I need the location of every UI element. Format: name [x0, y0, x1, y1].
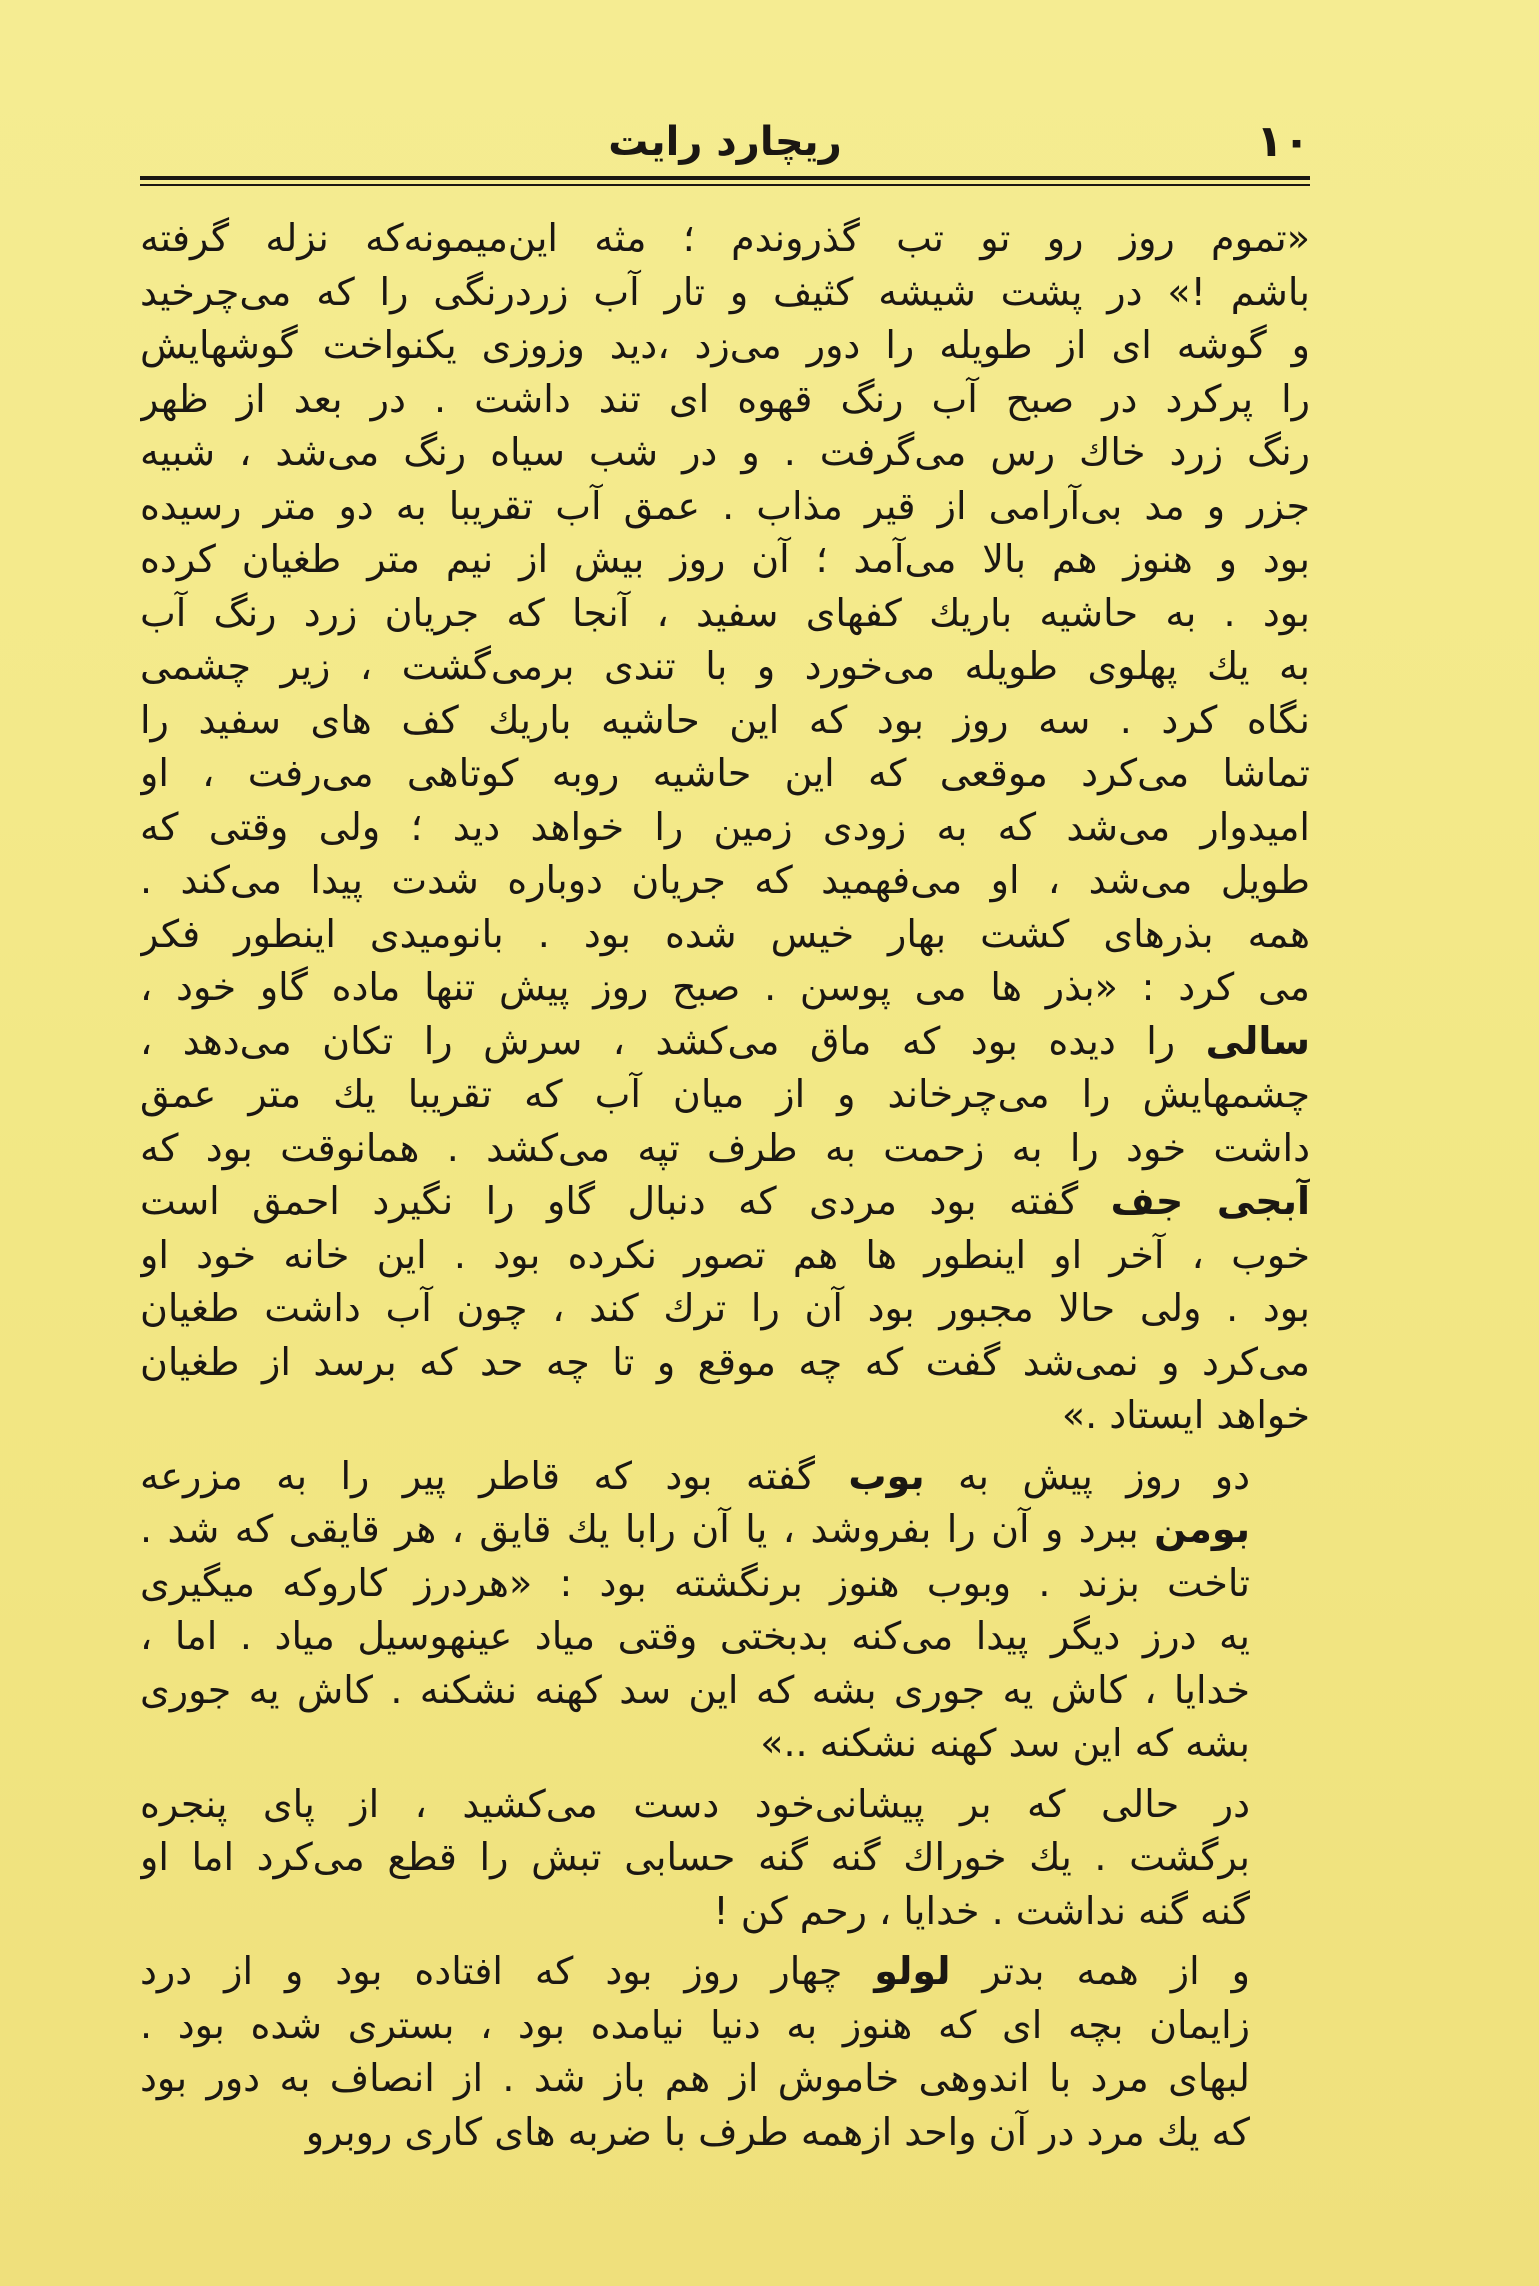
- character-name: آبجی جف: [1110, 1179, 1310, 1223]
- header-rule-thick: [140, 176, 1310, 180]
- paragraph: [140, 1778, 1310, 1939]
- text-line: گنه گنه نداشت . خدایا ، رحم کن !: [713, 1888, 1250, 1933]
- character-name: بومن: [1154, 1507, 1250, 1551]
- text-line: بود . ولی حالا مجبور بود آن را ترك کند ، چون آب داشت طغیان: [140, 1286, 1310, 1330]
- character-name: لولو: [874, 1949, 951, 1993]
- text-line: خواهد ایستاد .»: [1061, 1393, 1310, 1437]
- text-line: بود . به حاشیه باریك کفهای سفید ، آنجا که جریان زرد رنگ آب: [140, 590, 1310, 635]
- text-line: لبهای مرد با اندوهی خاموش از هم باز شد . از انصاف به دور بود: [140, 2056, 1250, 2100]
- text-line: سالی را دیده بود که ماق می‌کشد ، سرش را تکان می‌دهد ،: [140, 1018, 1310, 1063]
- paragraph: [140, 1450, 1310, 1771]
- text-line: تاخت بزند . وبوب هنوز برنگشته بود : «هردرز کاروکه میگیری: [140, 1560, 1250, 1605]
- body-text: [140, 212, 1310, 2166]
- text-line: بشه که این سد کهنه نشکنه ..»: [760, 1721, 1250, 1765]
- text-line: باشم !» در پشت شیشه کثیف و تار آب زردرنگی را که می‌چرخید: [140, 269, 1310, 314]
- text-line: به یك پهلوی طویله می‌خورد و با تندی برمی‌گشت ، زیر چشمی: [140, 644, 1310, 688]
- text-line: دو روز پیش به بوب گفته بود که قاطر پیر را به مزرعه: [140, 1453, 1250, 1498]
- text-line: برگشت . یك خوراك گنه گنه حسابی تبش را قطع می‌کرد اما او: [140, 1835, 1250, 1879]
- page-header: [140, 112, 1310, 172]
- text-line: و گوشه ای از طویله را دور می‌زد ،دید وزوزی یکنواخت گوشهایش: [140, 323, 1310, 367]
- text-line: چشمهایش را می‌چرخاند و از میان آب که تقریبا یك متر عمق: [140, 1072, 1310, 1116]
- text-line: تماشا می‌کرد موقعی که این حاشیه روبه کوتاهی می‌رفت ، او: [140, 751, 1310, 795]
- paragraph: [140, 1945, 1310, 2159]
- text-line: و از همه بدتر لولو چهار روز بود که افتاده بود و از درد: [140, 1949, 1250, 1993]
- page-number: ۱۰: [1256, 116, 1310, 167]
- text-line: می کرد : «بذر ها می پوسن . صبح روز پیش تنها ماده گاو خود ،: [140, 965, 1310, 1009]
- character-name: سالی: [1205, 1018, 1310, 1063]
- text-line: زایمان بچه ای که هنوز به دنیا نیامده بود ، بستری شده بود .: [140, 2002, 1250, 2047]
- text-line: بود و هنوز هم بالا می‌آمد ؛ آن روز بیش از نیم متر طغیان کرده: [140, 537, 1310, 581]
- text-line: می‌کرد و نمی‌شد گفت که چه موقع و تا چه حد که برسد از طغیان: [140, 1339, 1310, 1384]
- text-line: را پرکرد در صبح آب رنگ قهوه ای تند داشت . در بعد از ظهر: [140, 376, 1310, 421]
- text-line: رنگ زرد خاك رس می‌گرفت . و در شب سیاه رنگ می‌شد ، شبیه: [140, 430, 1310, 474]
- running-title: ریچارد رایت: [608, 119, 842, 165]
- text-line: بومن ببرد و آن را بفروشد ، یا آن رابا یك قایق ، هر قایقی که شد .: [140, 1507, 1250, 1551]
- character-name: بوب: [848, 1453, 925, 1498]
- text-line: نگاه کرد . سه روز بود که این حاشیه باریك کف های سفید را: [140, 697, 1310, 742]
- text-line: آبجی جف گفته بود مردی که دنبال گاو را نگیرد احمق است: [140, 1179, 1310, 1223]
- text-line: خوب ، آخر او اینطور ها هم تصور نکرده بود . این خانه خود او: [140, 1232, 1310, 1277]
- header-rule-thin: [140, 184, 1310, 186]
- text-line: طویل می‌شد ، او می‌فهمید که جریان دوباره شدت پیدا می‌کند .: [140, 858, 1310, 902]
- text-line: خدایا ، کاش یه جوری بشه که این سد کهنه نشکنه . کاش یه جوری: [140, 1667, 1250, 1712]
- text-line: یه درز دیگر پیدا می‌کنه بدبختی وقتی میاد عینهوسیل میاد . اما ،: [140, 1614, 1250, 1658]
- text-line: همه بذرهای کشت بهار خیس شده بود . بانومیدی اینطور فکر: [140, 911, 1310, 956]
- text-line: جزر و مد بی‌آرامی از قیر مذاب . عمق آب تقریبا به دو متر رسیده: [140, 483, 1310, 528]
- text-line: «تموم روز رو تو تب گذروندم ؛ مثه این‌میمونه‌که نزله گرفته: [140, 216, 1310, 260]
- text-line: داشت خود را به زحمت به طرف تپه می‌کشد . همانوقت بود که: [140, 1125, 1310, 1170]
- text-line: در حالی که بر پیشانی‌خود دست می‌کشید ، از پای پنجره: [140, 1781, 1250, 1826]
- text-line: امیدوار می‌شد که به زودی زمین را خواهد دید ؛ ولی وقتی که: [140, 804, 1310, 849]
- paragraph: [140, 212, 1310, 1443]
- text-line: که یك مرد در آن واحد ازهمه طرف با ضربه های کاری روبرو: [305, 2109, 1250, 2154]
